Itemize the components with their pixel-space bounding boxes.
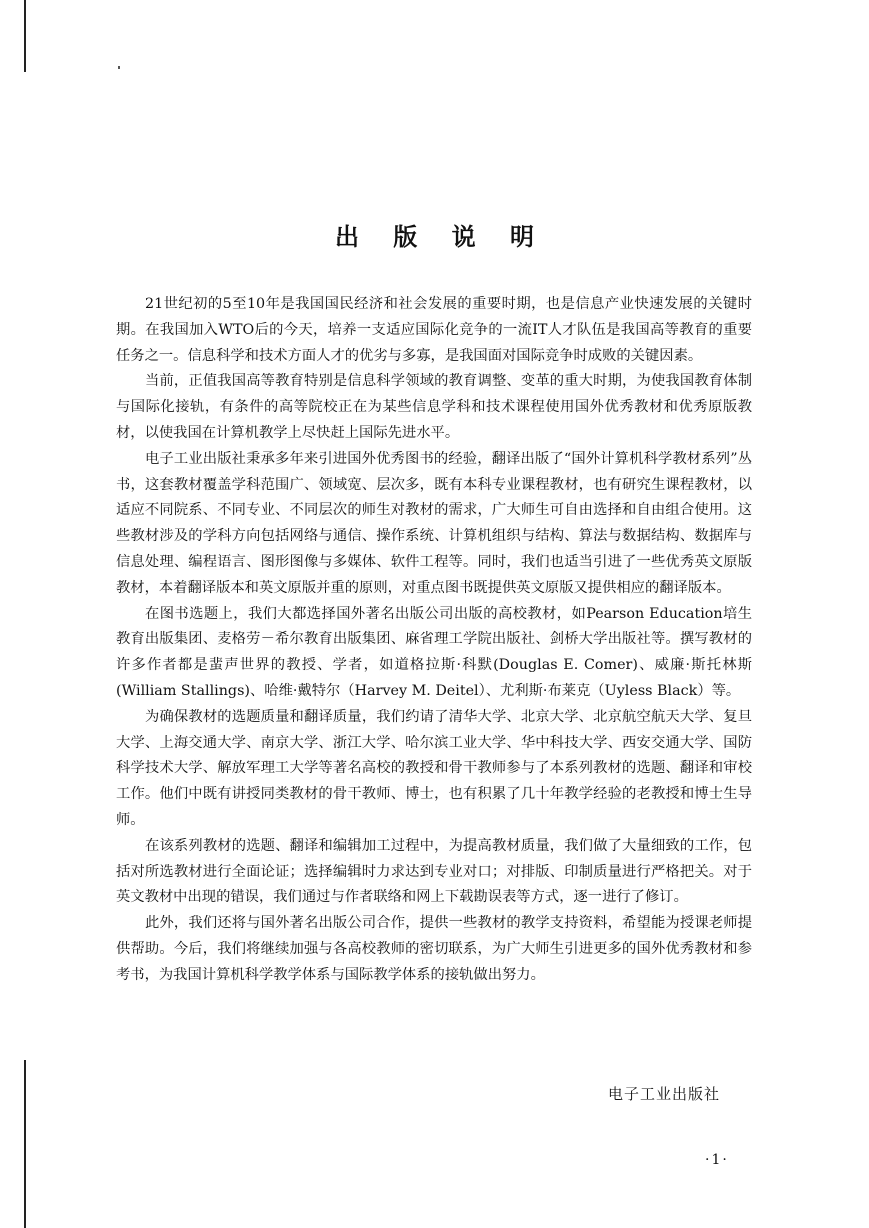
paragraph-5: 为确保教材的选题质量和翻译质量，我们约请了清华大学、北京大学、北京航空航天大学、复旦大学、上海交通大学、南京大学、浙江大学、哈尔滨工业大学、华中科技大学、西安交通大学、国防科学技术大学、解放军理工大学等著名高校的教授和骨干教师参与了本系列教材的选题、翻译和审校工作。他们中既有讲授同类教材的骨干教师、博士，也有积累了几十年教学经验的老教授和博士生导师。 [116, 708, 752, 828]
document-body [116, 292, 752, 989]
paragraph-7: 此外，我们还将与国外著名出版公司合作，提供一些教材的教学支持资料，希望能为授课老师提供帮助。今后，我们将继续加强与各高校教师的密切联系，为广大师生引进更多的国外优秀教材和参考书，为我国计算机科学教学体系与国际教学体系的接轨做出努力。 [116, 915, 752, 983]
left-margin-line-top [24, 0, 26, 72]
publisher-signature: 电子工业出版社 [607, 1085, 720, 1103]
scan-speck [118, 66, 120, 69]
paragraph-1: 21世纪初的5至10年是我国国民经济和社会发展的重要时期，也是信息产业快速发展的关键时期。在我国加入WTO后的今天，培养一支适应国际化竞争的一流IT人才队伍是我国高等教育的重要任务之一。信息科学和技术方面人才的优劣与多寡，是我国面对国际竞争时成败的关键因素。 [116, 296, 752, 364]
paragraph-4: 在图书选题上，我们大都选择国外著名出版公司出版的高校教材，如Pearson Education培生教育出版集团、麦格劳－希尔教育出版集团、麻省理工学院出版社、剑桥大学出版社等。撰写教材的许多作者都是蜚声世界的教授、学者，如道格拉斯·科默(Douglas E. Comer)、威廉·斯托林斯(William Stallings)、哈维·戴特尔（Harvey M. Deitel）、尤利斯·布莱克（Uyless Black）等。 [116, 605, 752, 699]
paragraph-6: 在该系列教材的选题、翻译和编辑加工过程中，为提高教材质量，我们做了大量细致的工作，包括对所选教材进行全面论证；选择编辑时力求达到专业对口；对排版、印制质量进行严格把关。对于英文教材中出现的错误，我们通过与作者联络和网上下载勘误表等方式，逐一进行了修订。 [116, 837, 752, 906]
page-title: 出 版 说 明 [334, 223, 548, 252]
left-margin-line-bottom [24, 1060, 26, 1228]
paragraph-2: 当前，正值我国高等教育特别是信息科学领域的教育调整、变革的重大时期，为使我国教育体制与国际化接轨，有条件的高等院校正在为某些信息学科和技术课程使用国外优秀教材和优秀原版教材，以使我国在计算机教学上尽快赶上国际先进水平。 [116, 373, 752, 441]
page-number: ·1· [705, 1152, 729, 1168]
paragraph-3: 电子工业出版社秉承多年来引进国外优秀图书的经验，翻译出版了“国外计算机科学教材系列”丛书，这套教材覆盖学科范围广、领域宽、层次多，既有本科专业课程教材，也有研究生课程教材，以适应不同院系、不同专业、不同层次的师生对教材的需求，广大师生可自由选择和自由组合使用。这些教材涉及的学科方向包括网络与通信、操作系统、计算机组织与结构、算法与数据结构、数据库与信息处理、编程语言、图形图像与多媒体、软件工程等。同时，我们也适当引进了一些优秀英文原版教材，本着翻译版本和英文原版并重的原则，对重点图书既提供英文原版又提供相应的翻译版本。 [116, 450, 752, 596]
